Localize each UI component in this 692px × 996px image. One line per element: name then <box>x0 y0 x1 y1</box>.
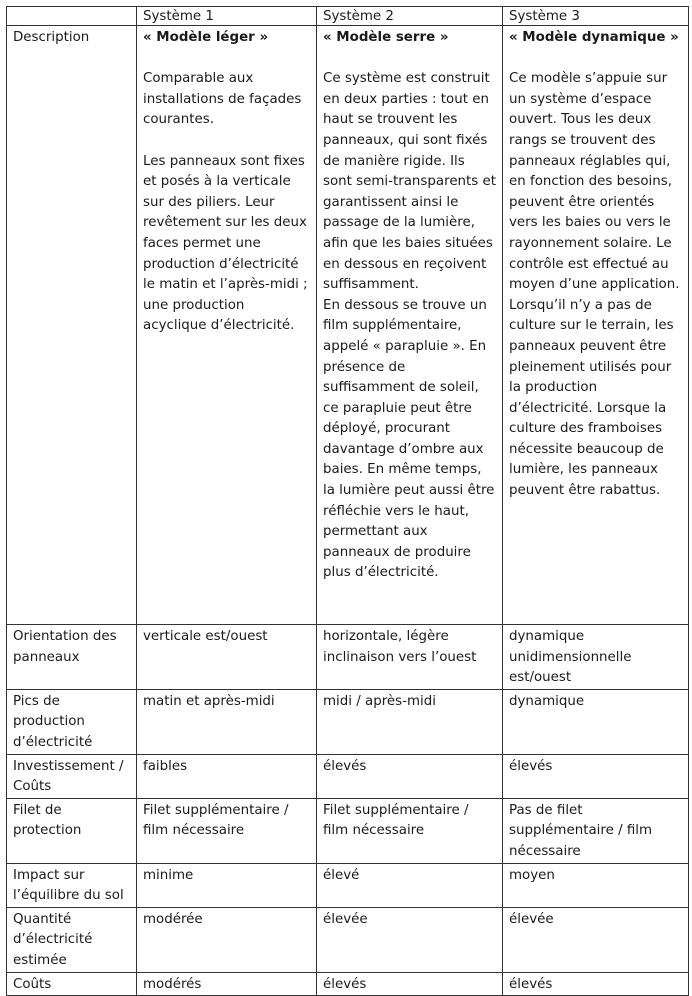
comparison-table <box>6 6 689 996</box>
header-row <box>7 7 689 26</box>
row-label-soil: Impact sur l’équilibre du sol <box>7 863 137 907</box>
header-cell-empty <box>7 7 137 26</box>
description-system-3 <box>503 26 689 625</box>
cell-quantity-system-3: élevée <box>503 907 689 972</box>
system-2-paragraph-2: En dessous se trouve un film supplémentaire, appelé « parapluie ». En présence de suffisamment de soleil, ce parapluie peut être déployé, procurant davantage d’ombre aux baies. En même temps, la lumière peut aussi être réfléchie vers le haut, permettant aux panneaux de produire plus d’électricité. <box>323 297 495 581</box>
cell-net-system-1: Filet supplémentaire / film nécessaire <box>137 798 317 863</box>
cell-costs-system-1: modérés <box>137 972 317 996</box>
table-row <box>7 689 689 754</box>
row-label-quantity: Quantité d’électricité estimée <box>7 907 137 972</box>
cell-peaks-system-2: midi / après-midi <box>317 689 503 754</box>
row-label-costs: Coûts <box>7 972 137 996</box>
cell-peaks-system-3: dynamique <box>503 689 689 754</box>
row-label-investment: Investissement / Coûts <box>7 754 137 798</box>
cell-investment-system-3: élevés <box>503 754 689 798</box>
system-3-paragraph-1: Ce modèle s’appuie sur un système d’espace ouvert. Tous les deux rangs se trouvent des panneaux réglables qui, en fonction des besoins, peuvent être orientés vers les baies ou vers le rayonnement solaire. Le contrôle est effectué au moyen d’une application. Lorsqu’il n’y a pas de culture sur le terrain, les panneaux peuvent être pleinement utilisés pour la production d’électricité. Lorsque la culture des framboises nécessite beaucoup de lumière, les panneaux peuvent être rabattus. <box>509 71 680 499</box>
table-row <box>7 798 689 863</box>
header-system-2: Système 2 <box>317 7 503 26</box>
cell-investment-system-2: élevés <box>317 754 503 798</box>
system-1-paragraph-3: une production acyclique d’électricité. <box>143 297 295 334</box>
cell-orientation-system-3: dynamique unidimensionnelle est/ouest <box>503 625 689 690</box>
cell-soil-system-3: moyen <box>503 863 689 907</box>
row-label-description: Description <box>7 26 137 625</box>
system-1-paragraph-2: Les panneaux sont fixes et posés à la verticale sur des piliers. Leur revêtement sur les deux faces permet une production d’électricité le matin et l’après-midi ; <box>143 153 308 293</box>
cell-net-system-3: Pas de filet supplémentaire / film nécessaire <box>503 798 689 863</box>
description-system-1 <box>137 26 317 625</box>
description-system-2 <box>317 26 503 625</box>
system-1-title: « Modèle léger » <box>143 30 269 45</box>
description-row <box>7 26 689 625</box>
row-label-peaks: Pics de production d’électricité <box>7 689 137 754</box>
system-2-paragraph-1: Ce système est construit en deux parties : tout en haut se trouvent les panneaux, qui sont fixés de manière rigide. Ils sont semi-transparents et garantissent ainsi le passage de la lumière, afin que les baies situées en dessous en reçoivent suffisamment. <box>323 71 497 293</box>
row-label-net: Filet de protection <box>7 798 137 863</box>
table-row <box>7 907 689 972</box>
cell-quantity-system-1: modérée <box>137 907 317 972</box>
cell-net-system-2: Filet supplémentaire / film nécessaire <box>317 798 503 863</box>
cell-costs-system-3: élevés <box>503 972 689 996</box>
table-row <box>7 625 689 690</box>
header-system-1: Système 1 <box>137 7 317 26</box>
table-row <box>7 863 689 907</box>
cell-soil-system-1: minime <box>137 863 317 907</box>
system-1-paragraph-1: Comparable aux installations de façades courantes. <box>143 71 302 128</box>
row-label-orientation: Orientation des panneaux <box>7 625 137 690</box>
system-3-title: « Modèle dynamique » <box>509 30 679 45</box>
cell-costs-system-2: élevés <box>317 972 503 996</box>
cell-investment-system-1: faibles <box>137 754 317 798</box>
header-system-3: Système 3 <box>503 7 689 26</box>
cell-quantity-system-2: élevée <box>317 907 503 972</box>
cell-orientation-system-2: horizontale, légère inclinaison vers l’ouest <box>317 625 503 690</box>
cell-soil-system-2: élevé <box>317 863 503 907</box>
system-2-title: « Modèle serre » <box>323 30 449 45</box>
cell-peaks-system-1: matin et après-midi <box>137 689 317 754</box>
table-row <box>7 754 689 798</box>
table-row <box>7 972 689 996</box>
cell-orientation-system-1: verticale est/ouest <box>137 625 317 690</box>
